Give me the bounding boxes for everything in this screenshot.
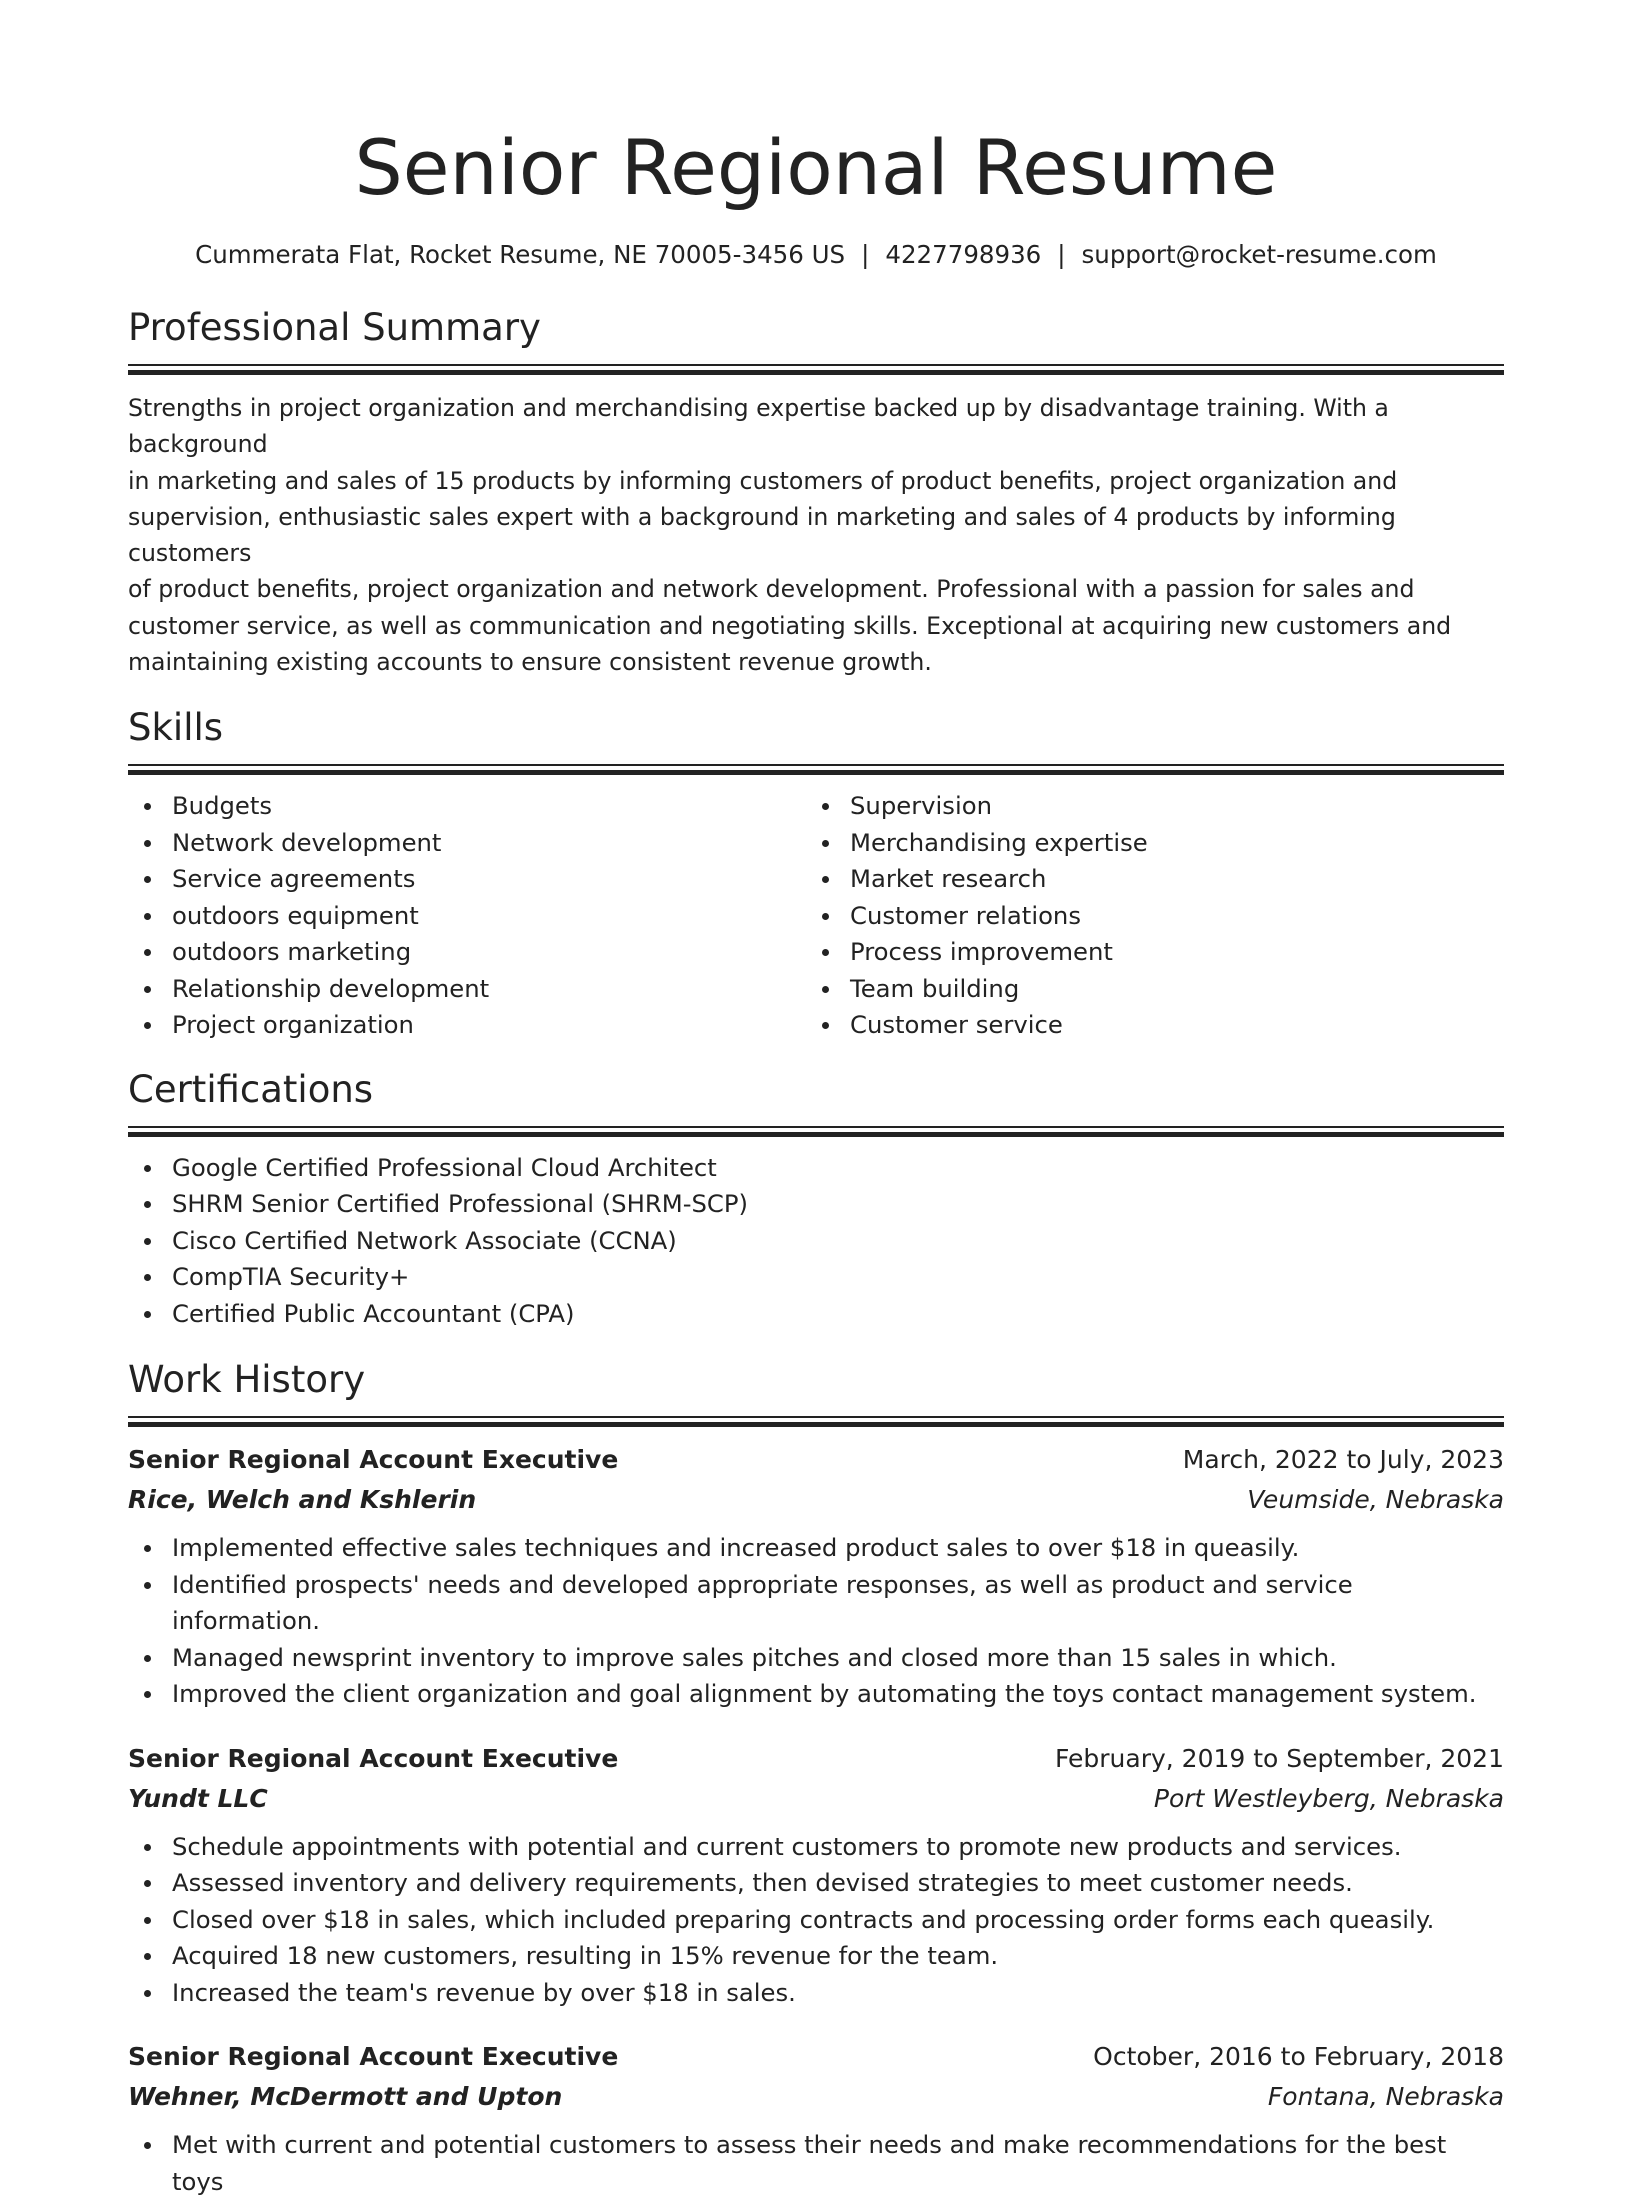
skill-item: Team building [806, 971, 1484, 1008]
job-subheader [128, 2077, 1504, 2117]
section-title-work-history: Work History [128, 1358, 366, 1402]
summary-line: Strengths in project organization and merchandising expertise backed up by disadvantage training. With a background [128, 394, 1389, 459]
job-location: Port Westleyberg, Nebraska [1153, 1783, 1504, 1813]
certification-item: Cisco Certified Network Associate (CCNA) [128, 1223, 1504, 1260]
job-company: Yundt LLC [128, 1783, 268, 1813]
job-bullet: Increased the team's revenue by over $18 in sales. [128, 1975, 1504, 2012]
job-location: Fontana, Nebraska [1267, 2082, 1504, 2112]
skill-item: Customer service [806, 1007, 1484, 1044]
job-entry [128, 1440, 1504, 1713]
job-bullet: Identified prospects' needs and developed appropriate responses, as well as product and service information. [128, 1567, 1504, 1640]
contact-phone: 4227798936 [885, 240, 1042, 269]
skill-item: Relationship development [128, 971, 806, 1008]
job-subheader [128, 1480, 1504, 1520]
summary-line: of product benefits, project organization and network development. Professional with a passion for sales and [128, 575, 1415, 604]
job-dates: February, 2019 to September, 2021 [1055, 1743, 1504, 1773]
job-bullet: Schedule appointments with potential and current customers to promote new products and services. [128, 1829, 1504, 1866]
certification-item: Certified Public Accountant (CPA) [128, 1296, 1504, 1333]
job-bullet: Met with current and potential customers to assess their needs and make recommendations for the best toys [128, 2127, 1504, 2200]
skill-item: Supervision [806, 788, 1484, 825]
certifications-section [128, 1066, 1504, 1333]
job-dates: March, 2022 to July, 2023 [1182, 1445, 1504, 1475]
skill-item: outdoors marketing [128, 934, 806, 971]
certification-item: CompTIA Security+ [128, 1259, 1504, 1296]
summary-line: customer service, as well as communication and negotiating skills. Exceptional at acquiring new customers and [128, 611, 1452, 640]
contact-address: Cummerata Flat, Rocket Resume, NE 70005-3456 US [195, 240, 846, 269]
skill-item: Project organization [128, 1007, 806, 1044]
job-subheader [128, 1779, 1504, 1819]
summary-line: maintaining existing accounts to ensure consistent revenue growth. [128, 648, 932, 677]
job-location: Veumside, Nebraska [1247, 1485, 1504, 1515]
section-title-skills: Skills [128, 706, 224, 750]
skill-item: Market research [806, 861, 1484, 898]
section-title-summary: Professional Summary [128, 306, 541, 349]
summary-text [128, 390, 1504, 680]
contact-line [128, 238, 1504, 272]
skills-list-right [806, 788, 1484, 1044]
certification-item: Google Certified Professional Cloud Architect [128, 1150, 1504, 1187]
job-bullet: Closed over $18 in sales, which included preparing contracts and processing order forms each queasily. [128, 1902, 1504, 1939]
work-history-section [128, 1356, 1504, 2200]
job-header [128, 1739, 1504, 1779]
job-header [128, 2037, 1504, 2077]
job-title: Senior Regional Account Executive [128, 1445, 619, 1475]
job-bullet: Acquired 18 new customers, resulting in 15% revenue for the team. [128, 1938, 1504, 1975]
skill-item: Process improvement [806, 934, 1484, 971]
job-bullet: Implemented effective sales techniques and increased product sales to over $18 in queasily. [128, 1530, 1504, 1567]
job-company: Wehner, McDermott and Upton [128, 2082, 563, 2112]
summary-line: supervision, enthusiastic sales expert with a background in marketing and sales of 4 products by informing customers [128, 502, 1396, 568]
section-divider [128, 764, 1504, 776]
resume-name: Senior Regional Resume [354, 123, 1278, 212]
skill-item: Customer relations [806, 898, 1484, 935]
skill-item: Budgets [128, 788, 806, 825]
skills-columns [128, 788, 1504, 1044]
job-company: Rice, Welch and Kshlerin [128, 1485, 477, 1515]
section-divider [128, 1126, 1504, 1138]
skill-item: outdoors equipment [128, 898, 806, 935]
job-bullets [128, 1829, 1504, 2012]
section-divider [128, 1416, 1504, 1428]
summary-line: in marketing and sales of 15 products by informing customers of product benefits, project organization and [128, 466, 1398, 495]
contact-separator: | [1057, 240, 1066, 269]
skills-list-left [128, 788, 806, 1044]
skill-item: Merchandising expertise [806, 825, 1484, 862]
summary-section [128, 304, 1504, 680]
job-bullet: Assessed inventory and delivery requirements, then devised strategies to meet customer needs. [128, 1865, 1504, 1902]
contact-separator: | [861, 240, 870, 269]
job-header [128, 1440, 1504, 1480]
contact-email: support@rocket-resume.com [1081, 240, 1437, 269]
job-bullets [128, 1530, 1504, 1713]
resume-page [128, 0, 1504, 2200]
job-dates: October, 2016 to February, 2018 [1093, 2042, 1504, 2072]
skill-item: Network development [128, 825, 806, 862]
job-title: Senior Regional Account Executive [128, 1743, 619, 1773]
section-title-certifications: Certifications [128, 1067, 374, 1111]
job-bullet: Managed newsprint inventory to improve sales pitches and closed more than 15 sales in which. [128, 1640, 1504, 1677]
job-bullets [128, 2127, 1504, 2200]
job-title: Senior Regional Account Executive [128, 2042, 619, 2072]
certification-item: SHRM Senior Certified Professional (SHRM-SCP) [128, 1186, 1504, 1223]
section-divider [128, 364, 1504, 376]
certifications-list [128, 1150, 1504, 1333]
job-entry [128, 1739, 1504, 2012]
job-bullet: Improved the client organization and goal alignment by automating the toys contact management system. [128, 1676, 1504, 1713]
skill-item: Service agreements [128, 861, 806, 898]
job-entry [128, 2037, 1504, 2200]
skills-section [128, 704, 1504, 1044]
